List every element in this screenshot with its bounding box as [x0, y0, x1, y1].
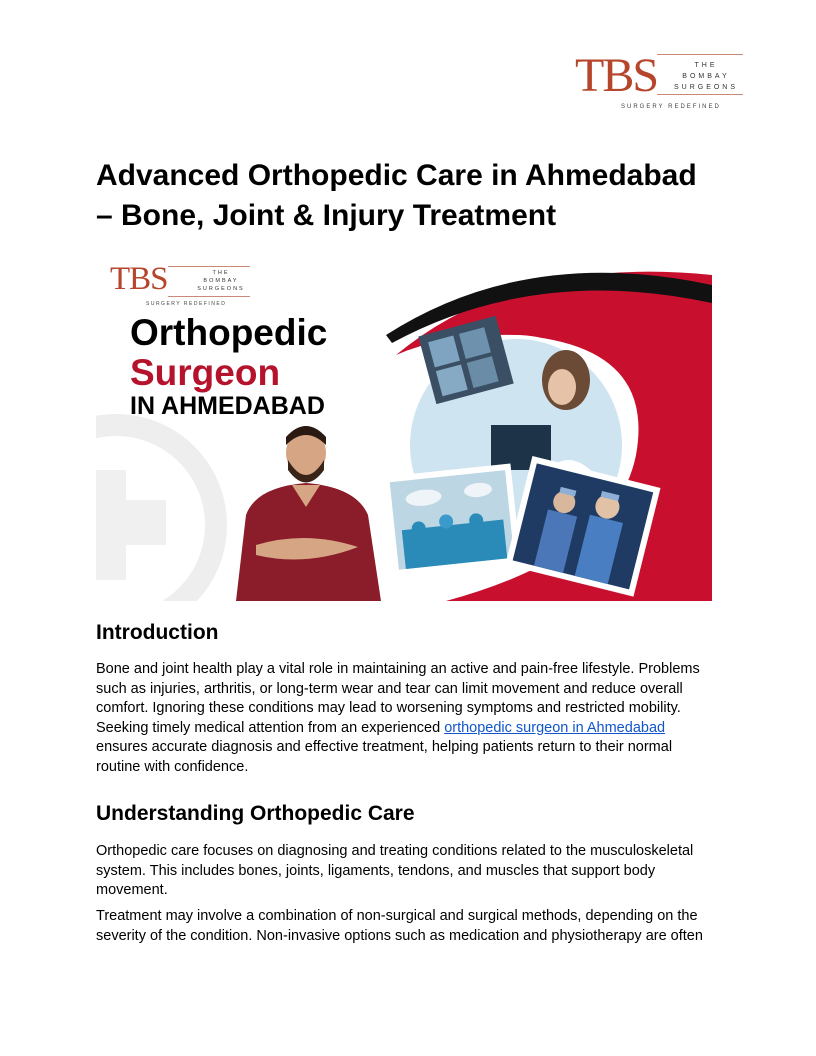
section-heading-understanding: Understanding Orthopedic Care — [96, 802, 415, 825]
brand-logo — [575, 50, 745, 116]
logo-mark: TBS — [575, 49, 658, 102]
logo-tagline: SURGERY REDEFINED — [146, 301, 227, 307]
logo-tagline: SURGERY REDEFINED — [621, 104, 721, 110]
banner-subheadline: IN AHMEDABAD — [130, 392, 325, 420]
banner-headline-accent: Surgeon — [130, 352, 281, 393]
logo-words: THE BOMBAY SURGEONS — [673, 62, 739, 91]
logo-words: THE BOMBAY SURGEONS — [197, 270, 245, 292]
hero-banner — [96, 255, 712, 601]
cross-emblem-bar — [96, 500, 166, 545]
orthopedic-surgeon-link[interactable]: orthopedic surgeon in Ahmedabad — [444, 719, 666, 736]
understanding-paragraph-2: Treatment may involve a combination of non-surgical and surgical methods, depending on the severity of the condition. Non-invasive options such as medication and physiotherapy are often — [96, 908, 703, 944]
page-title: Advanced Orthopedic Care in Ahmedabad – Bone, Joint & Injury Treatment — [96, 159, 697, 232]
section-heading-introduction: Introduction — [96, 621, 219, 644]
banner-headline: Orthopedic — [130, 312, 328, 353]
operating-room-photo — [383, 463, 521, 576]
understanding-paragraph-1: Orthopedic care focuses on diagnosing and treating conditions related to the musculoskeletal system. This includes bones, joints, ligaments, tendons, and muscles that support body movement. — [96, 843, 694, 898]
banner-logo — [110, 263, 260, 305]
logo-rule — [657, 54, 743, 55]
intro-paragraph: Bone and joint health play a vital role in maintaining an active and pain-free lifestyle. Problems such as injuries, arthritis, or long-term wear and tear can limit movement and reduce overall comfort. Ignoring these conditions may lead to worsening symptoms and restricted mobility. Seeking timely medical attention from an experienced orthopedic surgeon in Ahmedabad ensures accurate diagnosis and effective treatment, helping patients return to their normal routine with confidence. — [96, 661, 700, 775]
logo-rule — [657, 94, 743, 95]
logo-mark: TBS — [110, 261, 168, 297]
